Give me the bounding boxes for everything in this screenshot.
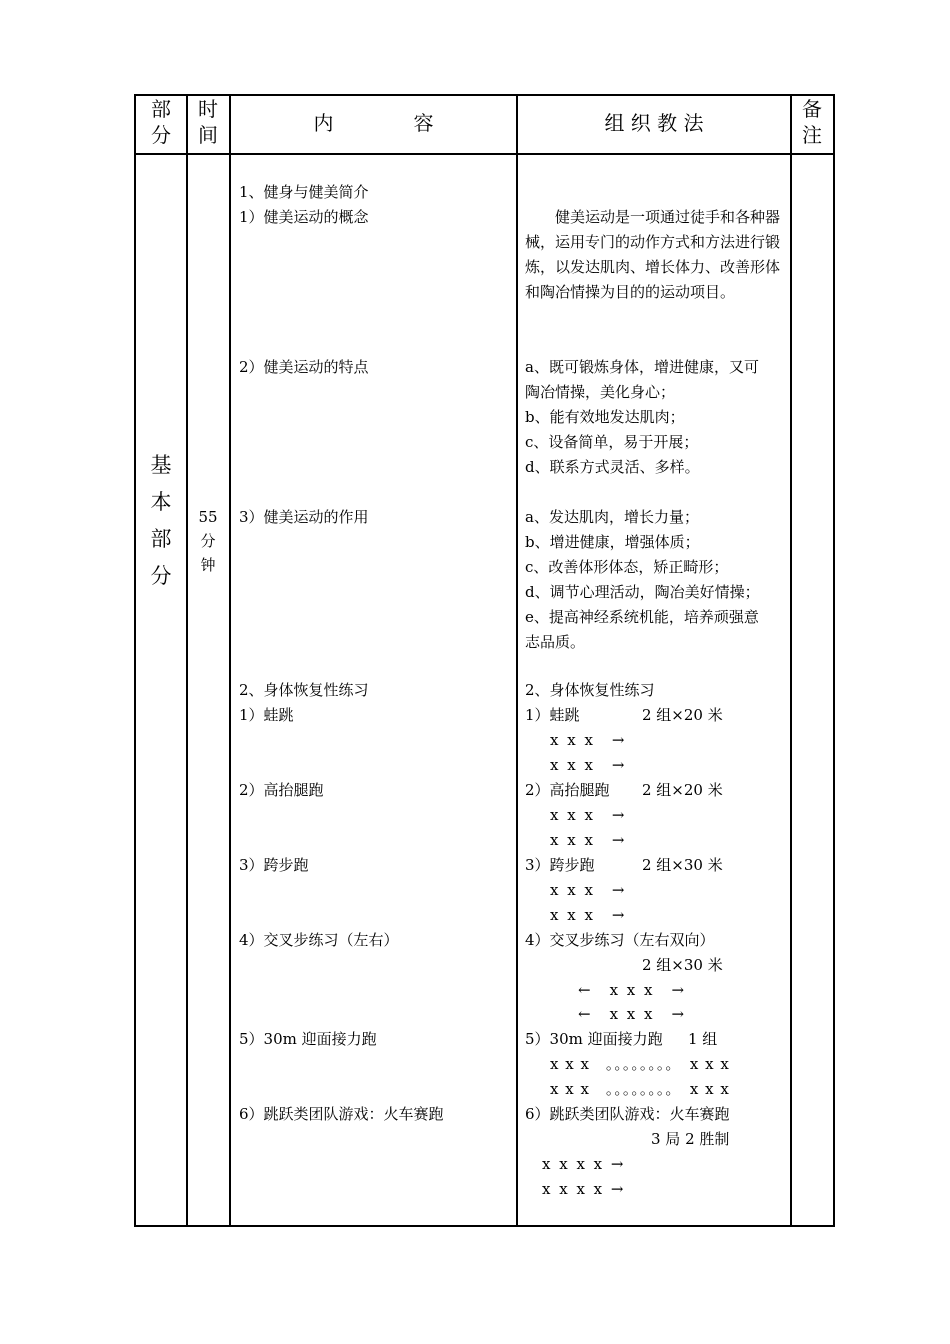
header-time-char-2: 间 — [198, 123, 218, 147]
formation-row: x x x → — [550, 731, 627, 749]
method-intro-text: 健美运动是一项通过徒手和各种器械，运用专门的动作方式和方法进行锻炼，以发达肌肉、增长体力、改善形体和陶冶情操为目的的运动项目。 — [525, 208, 781, 301]
method-feature-4: d、联系方式灵活、多样。 — [525, 458, 700, 476]
header-notes — [791, 96, 833, 148]
header-section-char-1: 部 — [151, 97, 171, 121]
method-practice-1-sets: 2 组×20 米 — [642, 706, 723, 724]
method-role-2: b、增进健康，增强体质； — [525, 533, 700, 551]
method-practice-1: 1）蛙跳 — [525, 706, 580, 724]
col-border-right — [833, 94, 835, 1226]
section-label-char-1: 基 — [150, 453, 172, 477]
content-line-1: 1、健身与健美简介 — [239, 183, 369, 201]
formation-row: x x x → — [550, 756, 627, 774]
col-border-left — [134, 94, 136, 1226]
content-line-8: 3）跨步跑 — [239, 856, 309, 874]
method-feature-1-cont: 陶冶情操，美化身心； — [525, 383, 676, 401]
method-role-5-cont: 志品质。 — [525, 633, 586, 651]
method-role-4: d、调节心理活动，陶冶美好情操； — [525, 583, 760, 601]
header-content: 内 容 — [313, 111, 434, 135]
method-role-5: e、提高神经系统机能，培养顽强意 — [525, 608, 759, 626]
section-label-char-4: 分 — [150, 564, 172, 588]
time-label — [188, 505, 228, 577]
formation-row: x x x → — [550, 881, 627, 899]
time-value: 55 — [198, 508, 218, 526]
method-practice-5-sets: 1 组 — [688, 1030, 718, 1048]
method-practice-3-sets: 2 组×30 米 — [642, 856, 723, 874]
method-practice-2-sets: 2 组×20 米 — [642, 781, 723, 799]
formation-row: x x x → — [550, 831, 627, 849]
col-border-1 — [186, 94, 188, 1226]
section-label-char-3: 部 — [150, 527, 172, 551]
header-time — [187, 96, 229, 148]
col-border-2 — [229, 94, 231, 1226]
content-line-10: 5）30m 迎面接力跑 — [239, 1030, 377, 1048]
method-feature-1: a、既可锻炼身体，增进健康，又可 — [525, 358, 759, 376]
method-feature-3: c、设备简单，易于开展； — [525, 433, 699, 451]
method-practice-3: 3）跨步跑 — [525, 856, 595, 874]
time-unit-char-2: 钟 — [200, 556, 216, 574]
content-line-9: 4）交叉步练习（左右） — [239, 931, 399, 949]
method-feature-2: b、能有效地发达肌肉； — [525, 408, 685, 426]
train-formation-row: x x x x → — [542, 1180, 626, 1198]
method-role-1: a、发达肌肉，增长力量； — [525, 508, 699, 526]
method-practice-heading: 2、身体恢复性练习 — [525, 681, 655, 699]
relay-formation-row: x x x 。。。。。。。。 x x x — [550, 1080, 730, 1098]
method-practice-4: 4）交叉步练习（左右双向） — [525, 931, 715, 949]
method-practice-2: 2）高抬腿跑 — [525, 781, 610, 799]
col-border-4 — [790, 94, 792, 1226]
header-bottom-border — [134, 153, 835, 155]
relay-formation-row: x x x 。。。。。。。。 x x x — [550, 1055, 730, 1073]
content-line-2: 1）健美运动的概念 — [239, 208, 369, 226]
section-label-char-2: 本 — [150, 490, 172, 514]
method-intro-paragraph — [525, 205, 787, 305]
content-line-6: 1）蛙跳 — [239, 706, 294, 724]
content-line-3: 2）健美运动的特点 — [239, 358, 369, 376]
table-bottom-border — [134, 1225, 835, 1227]
col-border-3 — [516, 94, 518, 1226]
header-notes-char-1: 备 — [802, 97, 822, 121]
formation-row: x x x → — [550, 906, 627, 924]
table-top-border — [134, 94, 835, 96]
method-practice-4-sets: 2 组×30 米 — [642, 956, 723, 974]
content-line-11: 6）跳跃类团队游戏：火车赛跑 — [239, 1105, 444, 1123]
content-line-5: 2、身体恢复性练习 — [239, 681, 369, 699]
section-label — [136, 447, 186, 595]
header-section-char-2: 分 — [151, 123, 171, 147]
method-practice-6-rule: 3 局 2 胜制 — [651, 1130, 730, 1148]
train-formation-row: x x x x → — [542, 1155, 626, 1173]
header-notes-char-2: 注 — [802, 123, 822, 147]
formation-row: x x x → — [550, 806, 627, 824]
header-method: 组 织 教 法 — [604, 111, 704, 135]
content-line-4: 3）健美运动的作用 — [239, 508, 369, 526]
header-section — [136, 96, 186, 148]
formation-row-bidirectional: ← x x x → — [578, 981, 687, 999]
method-role-3: c、改善体形体态，矫正畸形； — [525, 558, 729, 576]
header-time-char-1: 时 — [198, 97, 218, 121]
formation-row-bidirectional: ← x x x → — [578, 1005, 687, 1023]
content-line-7: 2）高抬腿跑 — [239, 781, 324, 799]
method-practice-5: 5）30m 迎面接力跑 — [525, 1030, 663, 1048]
time-unit-char-1: 分 — [200, 532, 216, 550]
method-practice-6: 6）跳跃类团队游戏：火车赛跑 — [525, 1105, 730, 1123]
